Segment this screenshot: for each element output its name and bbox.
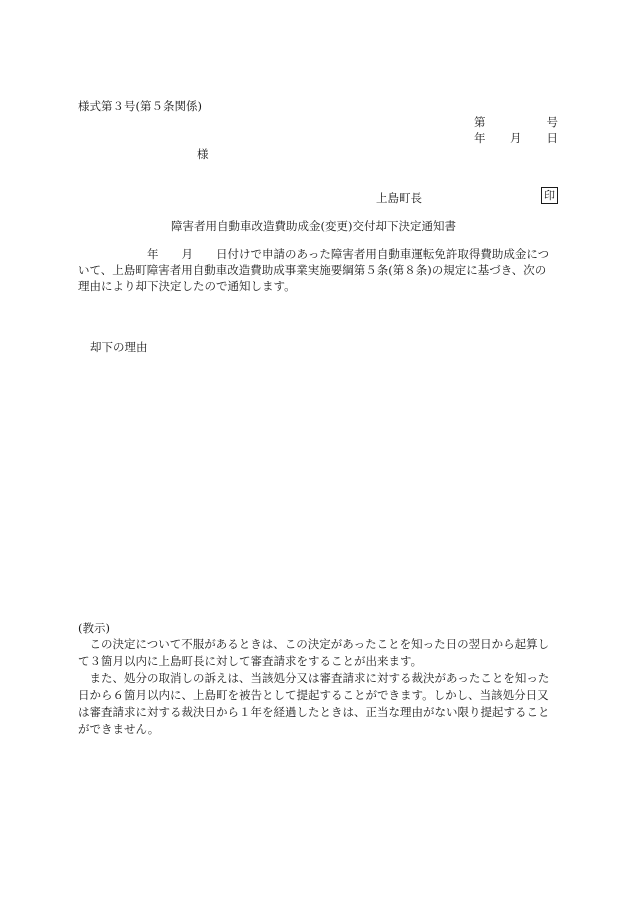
notice-line: また、処分の取消しの訴えは、当該処分又は審査請求に対する裁決があったことを知った <box>78 671 550 685</box>
document-number-prefix: 第 <box>474 115 486 129</box>
body-paragraph <box>78 246 558 294</box>
document-title: 障害者用自動車改造費助成金(変更)交付却下決定通知書 <box>171 219 456 233</box>
notice-paragraph <box>78 636 562 738</box>
body-line: 理由により却下決定したので通知します。 <box>78 279 296 293</box>
issuer: 上島町長 <box>376 191 422 205</box>
notice-line: この決定について不服があるときは、この決定があったことを知った日の翌日から起算し <box>78 637 550 651</box>
body-line: 年 月 日付けで申請のあった障害者用自動車運転免許取得費助成金につ <box>78 247 550 261</box>
notice-line: ができません。 <box>78 722 160 736</box>
reason-label: 却下の理由 <box>90 340 148 354</box>
notice-line: 日から６箇月以内に、上島町を被告として提起することができます。しかし、当該処分日又 <box>78 688 549 702</box>
date-month: 月 <box>510 131 522 145</box>
document-number-suffix: 号 <box>546 115 558 129</box>
body-line: いて、上島町障害者用自動車改造費助成事業実施要綱第５条(第８条)の規定に基づき、次の <box>78 263 547 277</box>
notice-line: は審査請求に対する裁決日から１年を経過したときは、正当な理由がない限り提起すること <box>78 705 550 719</box>
date-day: 日 <box>546 131 558 145</box>
addressee: 様 <box>197 147 209 161</box>
form-number: 様式第３号(第５条関係) <box>78 99 202 113</box>
document-number <box>474 114 558 130</box>
seal-mark: 印 <box>541 187 558 204</box>
notice-line: て３箇月以内に上島町長に対して審査請求をすることが出来ます。 <box>78 654 423 668</box>
date-year: 年 <box>474 131 486 145</box>
notice-heading: (教示) <box>78 621 110 635</box>
